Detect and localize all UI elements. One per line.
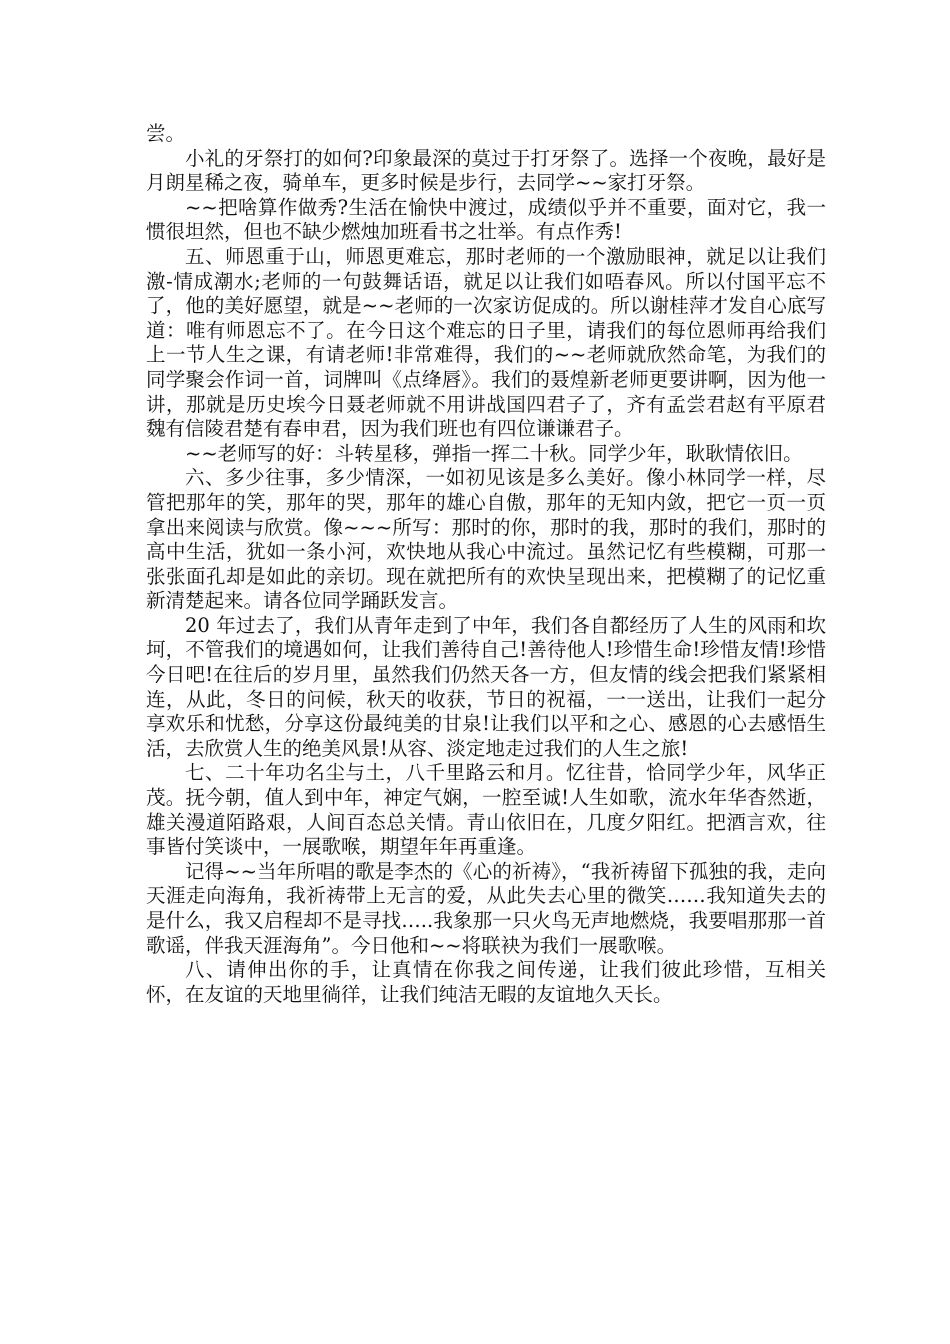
paragraph-teacher-poem: ~~老师写的好：斗转星移，弹指一挥二十秋。同学少年，耿耿情依旧。 — [185, 441, 803, 465]
document-body — [146, 122, 826, 1007]
paragraph-section-seven: 七、二十年功名尘与土，八千里路云和月。忆往昔，恰同学少年，风华正茂。抚今朝，值人到中年，神定气娴，一腔至诚!人生如歌，流水年华杳然逝，雄关漫道陌路艰，人间百态总关情。青山依旧在，几度夕阳红。把酒言欢，往事皆付笑谈中，一展歌喉，期望年年再重逢。 — [146, 761, 826, 859]
paragraph-section-five: 五、师恩重于山，师恩更难忘，那时老师的一个激励眼神，就足以让我们激-情成潮水;老师的一句鼓舞话语，就足以让我们如唔春风。所以付国平忘不了，他的美好愿望，就是~~老师的一次家访促成的。所以谢桂萍才发自心底写道：唯有师恩忘不了。在今日这个难忘的日子里，请我们的每位恩师再给我们上一节人生之课，有请老师!非常难得，我们的~~老师就欣然命笔，为我们的同学聚会作词一首，词牌叫《点绛唇》。我们的聂煌新老师更要讲啊，因为他一讲，那就是历史埃今日聂老师就不用讲战国四君子了，齐有孟尝君赵有平原君魏有信陵君楚有春申君，因为我们班也有四位谦谦君子。 — [146, 244, 826, 441]
paragraph-section-six: 六、多少往事，多少情深，一如初见该是多么美好。像小林同学一样，尽管把那年的笑，那年的哭，那年的雄心自傲，那年的无知内敛，把它一页一页拿出来阅读与欣赏。像~~~所写：那时的你，那时的我，那时的我们，那时的高中生活，犹如一条小河，欢快地从我心中流过。虽然记忆有些模糊，可那一张张面孔却是如此的亲切。现在就把所有的欢快呈现出来，把模糊了的记忆重新清楚起来。请各位同学踊跃发言。 — [146, 466, 826, 613]
paragraph-twenty-years: 20 年过去了，我们从青年走到了中年，我们各自都经历了人生的风雨和坎坷，不管我们的境遇如何，让我们善待自己!善待他人!珍惜生命!珍惜友情!珍惜今日吧!在往后的岁月里，虽然我们仍然天各一方，但友情的线会把我们紧紧相连，从此，冬日的问候，秋天的收获，节日的祝福，一一送出，让我们一起分享欢乐和忧愁，分享这份最纯美的甘泉!让我们以平和之心、感恩的心去感悟生活，去欣赏人生的绝美风景!从容、淡定地走过我们的人生之旅! — [146, 613, 826, 760]
paragraph-continued: 尝。 — [146, 122, 186, 145]
paragraph-zuo-xiu: ~~把啥算作做秀?生活在愉快中渡过，成绩似乎并不重要，面对它，我一惯很坦然，但也不缺少燃烛加班看书之壮举。有点作秀! — [146, 195, 826, 244]
paragraph-section-eight: 八、请伸出你的手，让真情在你我之间传递，让我们彼此珍惜，互相关怀，在友谊的天地里徜徉，让我们纯洁无暇的友谊地久天长。 — [146, 958, 826, 1006]
paragraph-ya-ji: 小礼的牙祭打的如何?印象最深的莫过于打牙祭了。选择一个夜晚，最好是月朗星稀之夜，骑单车，更多时候是步行，去同学~~家打牙祭。 — [146, 146, 826, 195]
paragraph-song: 记得~~当年所唱的歌是李杰的《心的祈祷》，“我祈祷留下孤独的我，走向天涯走向海角，我祈祷带上无言的爱，从此失去心里的微笑……我知道失去的是什么，我又启程却不是寻找…..我象那一只火鸟无声地燃烧，我要唱那那一首歌谣，伴我天涯海角”。今日他和~~将联袂为我们一展歌喉。 — [146, 859, 826, 957]
